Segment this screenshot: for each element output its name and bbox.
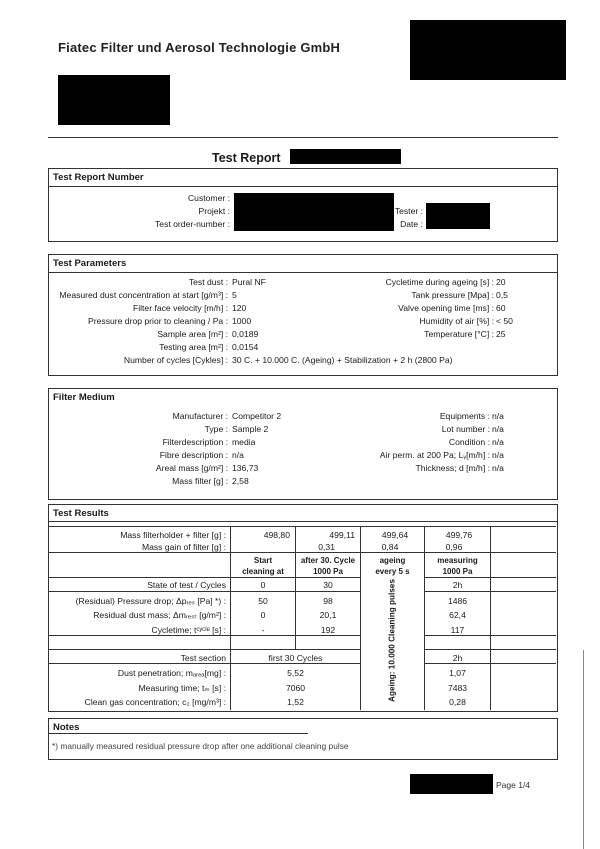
param-label: Valve opening time [ms] : [398,303,494,313]
header-divider [48,137,558,138]
row-label-clean: Clean gas concentration; c₂ [mg/m³] : [84,697,226,707]
col-head [296,555,360,577]
medium-value: n/a [492,411,504,421]
table-col-line [490,526,491,710]
ageing-vertical-label: Ageing: 10.000 Cleaning pulses [387,579,397,702]
medium-value: n/a [232,450,244,460]
medium-value: n/a [492,424,504,434]
cell-value: 0 [260,580,266,590]
param-value: 0,0154 [232,342,259,352]
medium-label: Areal mass [g/m²] : [155,463,228,473]
param-label: Test dust : [188,277,228,287]
table-rule [48,552,556,553]
medium-value: Competitor 2 [232,411,282,421]
col-head-line: every 5 s [375,567,410,576]
medium-value: 2,58 [232,476,249,486]
medium-label: Condition : [448,437,490,447]
redacted-report-id [290,149,401,164]
param-label: Filter face velocity [m/h] : [132,303,228,313]
cell-value: 117 [450,625,465,635]
col-head-line: measuring [437,556,478,565]
cell-value: 1,07 [449,668,466,678]
param-label: Temperature [°C] : [424,329,494,339]
cell-value: 50 [258,596,268,606]
param-label: Testing area [m²] : [159,342,228,352]
param-label: Number of cycles [Cykles] : [123,355,228,365]
table-rule [48,635,360,636]
cell-value: 499,11 [329,530,355,540]
projekt-label: Projekt : [198,206,230,216]
company-name: Fiatec Filter und Aerosol Technologie GmbH [58,40,341,55]
medium-label: Mass filter [g] : [172,476,228,486]
col-head-line: after 30. Cycle [300,556,356,565]
cell-value: 192 [320,625,336,635]
cell-value: 499,76 [445,530,473,540]
cell-value: 0,31 [318,542,335,552]
parameters-heading: Test Parameters [49,255,557,273]
row-label-pressure: (Residual) Pressure drop; Δpᵣₑₛ [Pa] *) : [75,596,226,606]
cell-value: 1486 [447,596,468,606]
param-label: Cycletime during ageing [s] : [385,277,494,287]
col-head-line: 1000 Pa [442,567,473,576]
param-label: Pressure drop prior to cleaning / Pa : [88,316,228,326]
medium-value: media [232,437,256,447]
notes-divider [48,733,308,734]
param-value: < 50 [496,316,513,326]
param-value: Pural NF [232,277,266,287]
medium-label: Type : [204,424,228,434]
cell-value: 7060 [285,683,306,693]
customer-label: Customer : [187,193,230,203]
param-label: Measured dust concentration at start [g/m³] : [59,290,228,300]
medium-label: Air perm. at 200 Pa; Lᵧ[m/h] : [379,450,490,460]
table-rule [48,663,360,664]
cell-value: 20,1 [319,610,337,620]
medium-label: Manufacturer : [172,411,228,421]
table-rule [48,526,556,527]
notes-text: *) manually measured residual pressure drop after one additional cleaning pulse [52,741,349,751]
param-value: 25 [496,329,506,339]
redacted-logo [410,20,566,80]
medium-label: Lot number : [441,424,490,434]
col-head-line: ageing [379,556,406,565]
cell-value: 98 [323,596,333,606]
table-rule [48,649,360,650]
cell-value: 30 [323,580,333,590]
cell-value: 7483 [447,683,468,693]
col-head [231,555,295,577]
table-col-line [360,526,361,710]
col-head [425,555,490,577]
page-title: Test Report [212,151,281,165]
cell-value: 0,96 [445,542,463,552]
param-value: 60 [496,303,506,313]
cell-value: 0,84 [381,542,399,552]
table-rule [48,577,360,578]
cell-value: - [261,625,265,635]
medium-label: Thickness; d [m/h] : [415,463,490,473]
redacted-tester [426,203,490,229]
redacted-address [58,75,170,125]
cell-value: 499,64 [381,530,409,540]
page-number: Page 1/4 [496,780,531,790]
param-label: Tank pressure [Mpa] : [411,290,494,300]
cell-value: 62,4 [449,610,466,620]
param-label: Sample area [m²] : [157,329,228,339]
cell-value: 0 [260,610,266,620]
param-label: Humidity of air [%] : [419,316,494,326]
cell-value: 1,52 [287,697,304,707]
medium-value: n/a [492,450,504,460]
medium-value: Sample 2 [232,424,269,434]
cell-value: 2h [452,580,463,590]
medium-value: n/a [492,463,504,473]
col-head-line: Start [253,556,273,565]
cell-value: first 30 Cycles [268,653,323,663]
param-value: 120 [232,303,247,313]
param-value: 5 [232,290,237,300]
order-label: Test order-number : [155,219,230,229]
col-head-line: 1000 Pa [313,567,343,576]
filter-medium-heading: Filter Medium [53,392,115,403]
medium-label: Filterdescription : [162,437,228,447]
param-value: 0,5 [496,290,508,300]
row-label-state: State of test / Cycles [147,580,226,590]
cell-value: 5,52 [287,668,304,678]
row-label-measuring: Measuring time; tₘ [s] : [138,683,226,693]
redacted-customer [234,193,394,231]
param-value: 20 [496,277,506,287]
param-value: 30 C. + 10.000 C. (Ageing) + Stabilization + 2 h (2800 Pa) [232,355,453,365]
row-label-cycletime: Cycletime; tᶜʸᶜˡᵉ [s] : [151,625,226,635]
row-label-penetration: Dust penetration; mₐᵣₑₐ[mg] : [117,668,226,678]
table-rule [48,591,360,592]
medium-label: Fibre description : [159,450,228,460]
date-label: Date : [400,219,423,229]
param-value: 1000 [232,316,252,326]
report-number-heading: Test Report Number [49,169,557,187]
row-label-mass-holder: Mass filterholder + filter [g] : [120,530,226,540]
cell-value: 498,80 [263,530,290,540]
tester-label: Tester : [394,206,423,216]
row-label-residual: Residual dust mass; Δmᵣₑₛₜ [g/m²] : [93,610,226,620]
test-results-heading: Test Results [49,505,557,522]
cell-value: 2h [452,653,463,663]
medium-value: 136,73 [232,463,259,473]
cell-value: 0,28 [449,697,466,707]
medium-label: Equipments : [439,411,490,421]
right-margin-line [583,650,584,849]
redacted-footer [410,774,493,794]
row-label-section: Test section [180,653,226,663]
param-value: 0,0189 [232,329,259,339]
row-label-mass-gain: Mass gain of filter [g] : [141,542,226,552]
notes-heading: Notes [53,722,80,733]
medium-value: n/a [492,437,504,447]
col-head-line: cleaning at [242,567,284,576]
